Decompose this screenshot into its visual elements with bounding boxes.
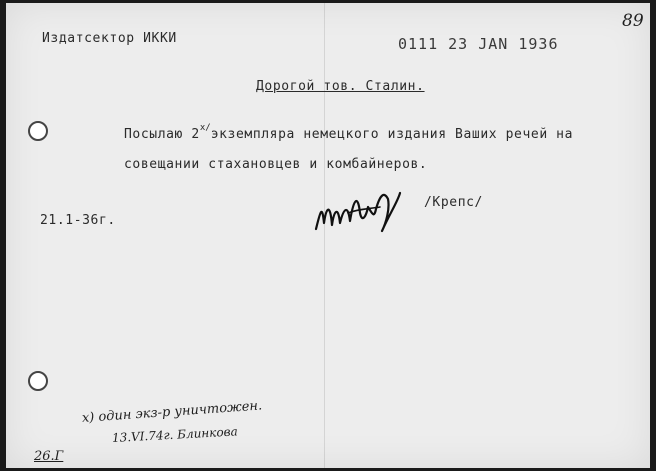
letter-date: 21.1-36г. <box>40 213 116 228</box>
punch-hole-bottom <box>28 371 48 391</box>
salutation: Дорогой тов. Сталин. <box>256 79 425 94</box>
letter-body-line-1 <box>124 123 574 142</box>
document-page <box>6 3 650 468</box>
handwritten-note-line-1: x) один экз-р уничтожен. <box>81 398 263 426</box>
registration-stamp: 0111 23 JAN 1936 <box>398 35 559 53</box>
handwritten-signature <box>310 183 410 239</box>
body-text-start: Посылаю 2 <box>124 127 200 142</box>
body-text-end: экземпляра немецкого издания Ваших речей на <box>210 127 574 142</box>
letter-body-line-2: совещании стахановцев и комбайнеров. <box>124 157 428 172</box>
footnote-marker: x/ <box>199 123 211 133</box>
page-number: 89 <box>622 11 644 31</box>
handwritten-note-line-2: 13.VI.74г. Блинкова <box>111 424 239 445</box>
punch-hole-top <box>28 121 48 141</box>
organization-header: Издатсектор ИККИ <box>42 31 177 46</box>
archive-mark: 26.Г <box>34 449 64 464</box>
signer-name: /Крепс/ <box>424 195 483 210</box>
